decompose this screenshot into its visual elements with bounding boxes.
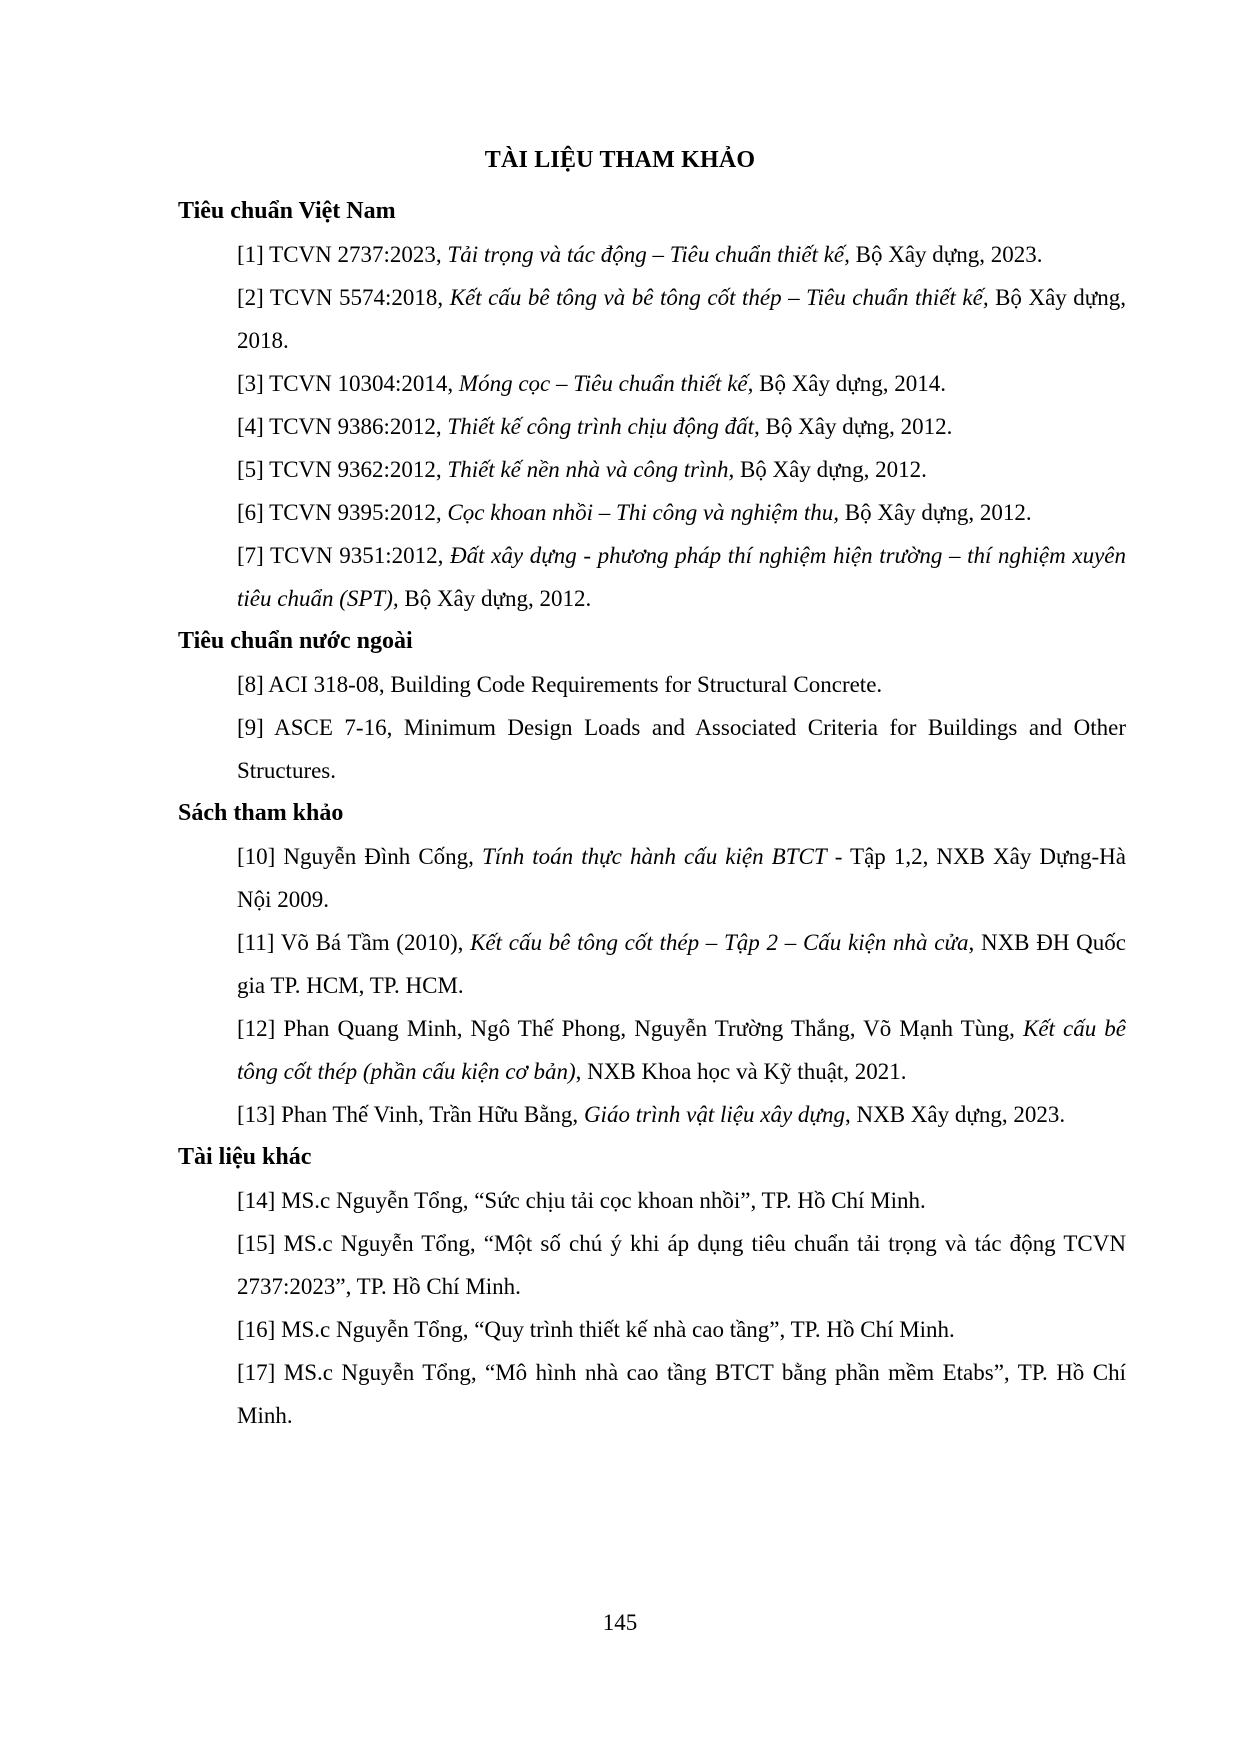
reference-item: [6] TCVN 9395:2012, Cọc khoan nhồi – Thi công và nghiệm thu, Bộ Xây dựng, 2012. bbox=[237, 500, 1032, 525]
reference-item: [13] Phan Thế Vinh, Trần Hữu Bằng, Giáo trình vật liệu xây dựng, NXB Xây dựng, 2023. bbox=[237, 1102, 1066, 1127]
reference-item: [8] ACI 318-08, Building Code Requirements for Structural Concrete. bbox=[237, 672, 883, 697]
section-heading-foreign-standards: Tiêu chuẩn nước ngoài bbox=[178, 628, 413, 654]
reference-item: [4] TCVN 9386:2012, Thiết kế công trình chịu động đất, Bộ Xây dựng, 2012. bbox=[237, 414, 953, 439]
page-number: 145 bbox=[602, 1610, 638, 1635]
reference-item: [10] Nguyễn Đình Cống, Tính toán thực hành cấu kiện BTCT - Tập 1,2, NXB Xây Dựng-Hà Nội 2009. bbox=[237, 844, 1126, 912]
reference-item: [12] Phan Quang Minh, Ngô Thế Phong, Nguyễn Trường Thắng, Võ Mạnh Tùng, Kết cấu bê tông cốt thép (phần cấu kiện cơ bản), NXB Khoa học và Kỹ thuật, 2021. bbox=[237, 1016, 1126, 1084]
references-content bbox=[178, 190, 1126, 1437]
reference-item: [17] MS.c Nguyễn Tổng, “Mô hình nhà cao tầng BTCT bằng phần mềm Etabs”, TP. Hồ Chí Minh. bbox=[237, 1360, 1126, 1428]
reference-item: [1] TCVN 2737:2023, Tải trọng và tác động – Tiêu chuẩn thiết kế, Bộ Xây dựng, 2023. bbox=[237, 242, 1043, 267]
reference-item: [5] TCVN 9362:2012, Thiết kế nền nhà và công trình, Bộ Xây dựng, 2012. bbox=[237, 457, 927, 482]
reference-item: [16] MS.c Nguyễn Tổng, “Quy trình thiết kế nhà cao tầng”, TP. Hồ Chí Minh. bbox=[237, 1317, 955, 1342]
reference-item: [14] MS.c Nguyễn Tổng, “Sức chịu tải cọc khoan nhồi”, TP. Hồ Chí Minh. bbox=[237, 1188, 926, 1213]
reference-item: [3] TCVN 10304:2014, Móng cọc – Tiêu chuẩn thiết kế, Bộ Xây dựng, 2014. bbox=[237, 371, 946, 396]
reference-item: [2] TCVN 5574:2018, Kết cấu bê tông và bê tông cốt thép – Tiêu chuẩn thiết kế, Bộ Xây dựng, 2018. bbox=[237, 285, 1127, 353]
reference-item: [7] TCVN 9351:2012, Đất xây dựng - phương pháp thí nghiệm hiện trường – thí nghiệm xuyên tiêu chuẩn (SPT), Bộ Xây dựng, 2012. bbox=[237, 543, 1126, 611]
reference-item: [15] MS.c Nguyễn Tổng, “Một số chú ý khi áp dụng tiêu chuẩn tải trọng và tác động TCVN 2737:2023”, TP. Hồ Chí Minh. bbox=[237, 1231, 1126, 1299]
section-heading-vietnam-standards: Tiêu chuẩn Việt Nam bbox=[178, 198, 396, 224]
section-heading-other-documents: Tài liệu khác bbox=[178, 1144, 312, 1170]
reference-item: [11] Võ Bá Tầm (2010), Kết cấu bê tông cốt thép – Tập 2 – Cấu kiện nhà cửa, NXB ĐH Quốc gia TP. HCM, TP. HCM. bbox=[237, 930, 1126, 998]
reference-item: [9] ASCE 7-16, Minimum Design Loads and Associated Criteria for Buildings and Other Structures. bbox=[237, 715, 1126, 783]
page-title: TÀI LIỆU THAM KHẢO bbox=[484, 147, 756, 173]
section-heading-reference-books: Sách tham khảo bbox=[178, 800, 344, 826]
